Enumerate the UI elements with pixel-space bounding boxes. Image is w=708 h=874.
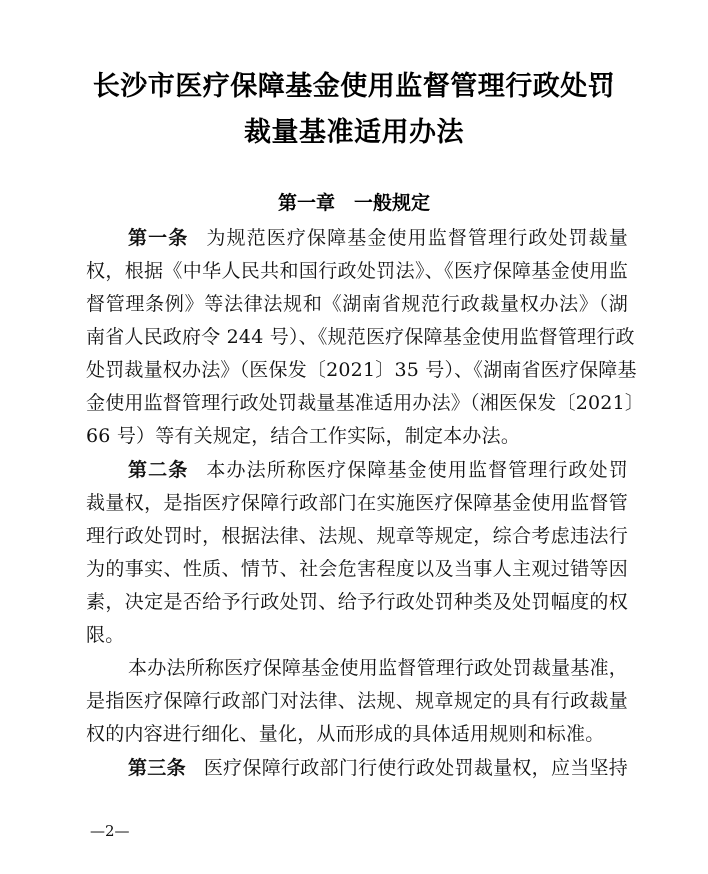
paragraph-line: 为的事实、性质、情节、社会危害程度以及当事人主观过错等因 bbox=[86, 558, 628, 580]
paragraph-line: 素，决定是否给予行政处罚、给予行政处罚种类及处罚幅度的权 bbox=[86, 591, 628, 613]
paragraph-line: 理行政处罚时，根据法律、法规、规章等规定，综合考虑违法行 bbox=[86, 525, 628, 547]
article-1-text: 为规范医疗保障基金使用监督管理行政处罚裁量 bbox=[206, 227, 629, 249]
article-1-label: 第一条 bbox=[128, 227, 189, 249]
article-2-label: 第二条 bbox=[128, 459, 189, 481]
paragraph-line: 督管理条例》等法律法规和《湖南省规范行政裁量权办法》（湖 bbox=[86, 293, 628, 315]
paragraph-line: 限。 bbox=[86, 624, 125, 646]
article-3-label: 第三条 bbox=[128, 757, 186, 779]
article-2-first-line bbox=[128, 458, 628, 482]
paragraph-line: 66 号）等有关规定，结合工作实际，制定本办法。 bbox=[86, 425, 521, 447]
paragraph-line: 是指医疗保障行政部门对法律、法规、规章规定的具有行政裁量 bbox=[86, 690, 628, 712]
paragraph-line: 权的内容进行细化、量化，从而形成的具体适用规则和标准。 bbox=[86, 723, 605, 745]
document-title-line-2: 裁量基准适用办法 bbox=[244, 117, 464, 148]
document-title-line-1: 长沙市医疗保障基金使用监督管理行政处罚 bbox=[92, 71, 616, 102]
paragraph-line: 权，根据《中华人民共和国行政处罚法》、《医疗保障基金使用监 bbox=[86, 260, 628, 282]
article-2-text: 本办法所称医疗保障基金使用监督管理行政处罚 bbox=[206, 459, 629, 481]
chapter-heading: 第一章 一般规定 bbox=[277, 192, 430, 214]
article-3-first-line bbox=[128, 756, 628, 780]
paragraph-line: 本办法所称医疗保障基金使用监督管理行政处罚裁量基准， bbox=[128, 657, 628, 679]
paragraph-line: 裁量权，是指医疗保障行政部门在实施医疗保障基金使用监督管 bbox=[86, 492, 628, 514]
paragraph-line: 金使用监督管理行政处罚裁量基准适用办法》（湘医保发〔2021〕 bbox=[86, 392, 645, 414]
paragraph-line: 处罚裁量权办法》（医保发〔2021〕35 号）、《湖南省医疗保障基 bbox=[86, 359, 637, 381]
paragraph-line: 南省人民政府令 244 号）、《规范医疗保障基金使用监督管理行政 bbox=[86, 326, 635, 348]
article-1-first-line bbox=[128, 226, 628, 250]
article-3-text: 医疗保障行政部门行使行政处罚裁量权，应当坚持 bbox=[203, 757, 628, 779]
page-number: —2— bbox=[90, 822, 130, 840]
